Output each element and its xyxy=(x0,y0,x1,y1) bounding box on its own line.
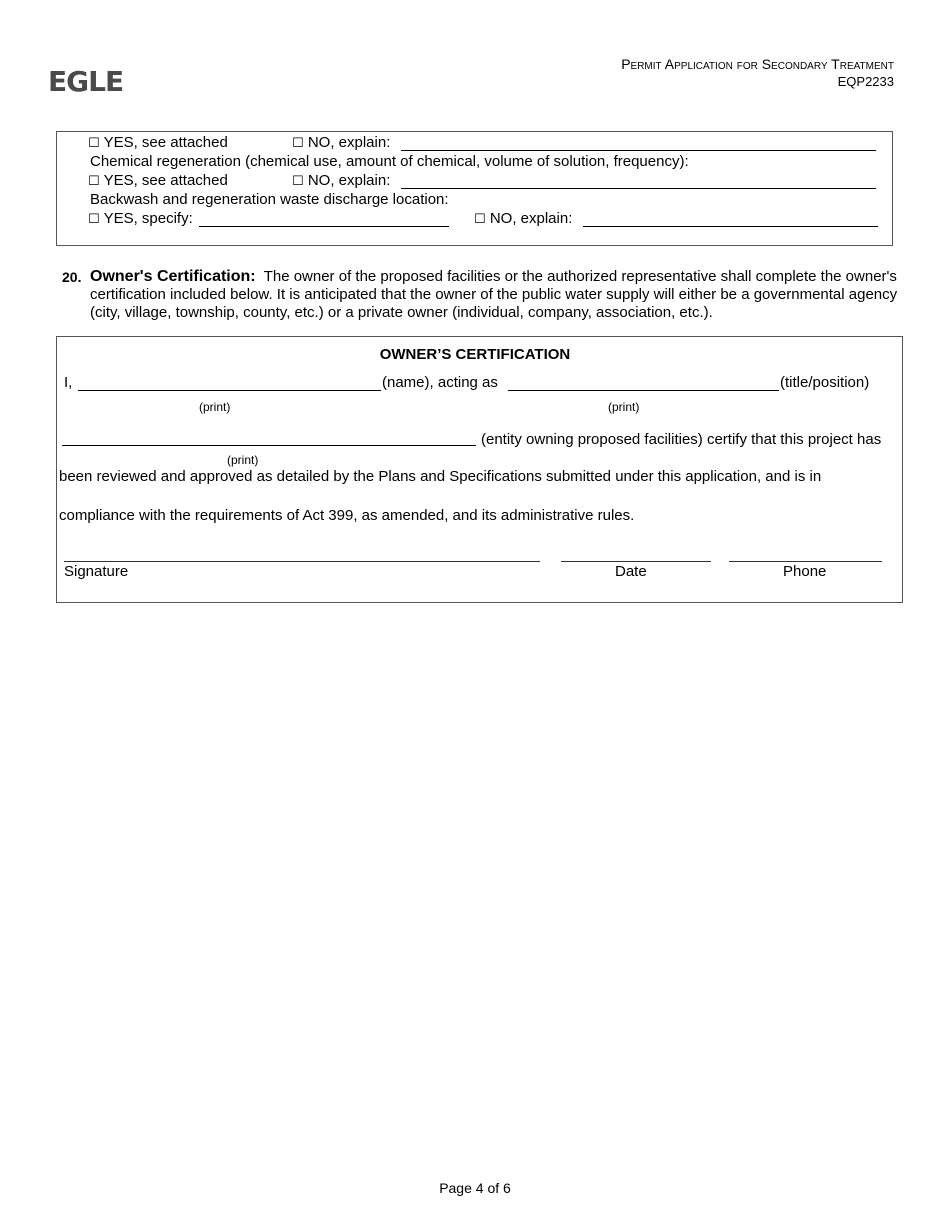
name-suffix: (name), acting as xyxy=(382,374,498,391)
checkbox-icon[interactable]: ☐ xyxy=(88,174,100,189)
certification-line-3: compliance with the requirements of Act 399, as amended, and its administrative rules. xyxy=(59,507,635,524)
section-number: 20. xyxy=(62,269,82,285)
row3-no-label: NO, explain: xyxy=(489,210,573,227)
section-title: Owner's Certification: xyxy=(90,268,256,285)
print-hint-entity: (print) xyxy=(227,453,259,467)
row2-explain-line[interactable] xyxy=(401,188,876,189)
row1-explain-line[interactable] xyxy=(401,150,876,151)
row3-no-option[interactable] xyxy=(474,210,572,227)
title-suffix: (title/position) xyxy=(780,374,870,391)
backwash-label: Backwash and regeneration waste discharge location: xyxy=(90,191,449,208)
entity-suffix: (entity owning proposed facilities) certify that this project has xyxy=(481,431,882,448)
date-label: Date xyxy=(615,563,647,580)
row3-specify-line[interactable] xyxy=(199,226,449,227)
egle-logo xyxy=(48,66,128,94)
row1-no-label: NO, explain: xyxy=(307,134,391,151)
row2-no-label: NO, explain: xyxy=(307,172,391,189)
checkbox-icon[interactable]: ☐ xyxy=(88,212,100,227)
print-hint-name: (print) xyxy=(199,400,231,414)
row2-no-option[interactable] xyxy=(292,172,390,189)
checkbox-icon[interactable]: ☐ xyxy=(292,174,304,189)
checkbox-icon[interactable]: ☐ xyxy=(474,212,486,227)
row1-yes-option[interactable] xyxy=(88,134,228,151)
name-input-line[interactable] xyxy=(78,390,381,391)
chemical-regeneration-label: Chemical regeneration (chemical use, amount of chemical, volume of solution, frequency): xyxy=(90,153,689,170)
row3-yes-option[interactable] xyxy=(88,210,193,227)
row3-yes-label: YES, specify: xyxy=(103,210,193,227)
i-label: I, xyxy=(64,374,73,391)
print-hint-title: (print) xyxy=(608,400,640,414)
checkbox-icon[interactable]: ☐ xyxy=(88,136,100,151)
checkbox-icon[interactable]: ☐ xyxy=(292,136,304,151)
logo-text: EGLE xyxy=(48,66,124,94)
date-line[interactable] xyxy=(561,561,711,562)
entity-input-line[interactable] xyxy=(62,445,476,446)
row1-yes-label: YES, see attached xyxy=(103,134,228,151)
signature-line[interactable] xyxy=(64,561,540,562)
form-code: EQP2233 xyxy=(837,74,894,89)
section-body: The owner of the proposed facilities or the authorized representative shall complete the owner's certification included below. It is anticipated that the owner of the public water supply will either be a governmental agency (city, village, township, county, etc.) or a private owner (individual, company, association, etc.). xyxy=(90,268,898,321)
row2-yes-option[interactable] xyxy=(88,172,228,189)
row3-explain-line[interactable] xyxy=(583,226,878,227)
page-number: Page 4 of 6 xyxy=(439,1180,511,1196)
phone-line[interactable] xyxy=(729,561,882,562)
title-input-line[interactable] xyxy=(508,390,779,391)
section-20-text xyxy=(90,268,900,322)
row2-yes-label: YES, see attached xyxy=(103,172,228,189)
form-title: Permit Application for Secondary Treatment xyxy=(621,56,894,72)
phone-label: Phone xyxy=(783,563,827,580)
row1-no-option[interactable] xyxy=(292,134,390,151)
signature-label: Signature xyxy=(64,563,129,580)
certification-line-2: been reviewed and approved as detailed by the Plans and Specifications submitted under this application, and is in xyxy=(59,468,822,485)
certification-title: OWNER’S CERTIFICATION xyxy=(379,346,571,363)
